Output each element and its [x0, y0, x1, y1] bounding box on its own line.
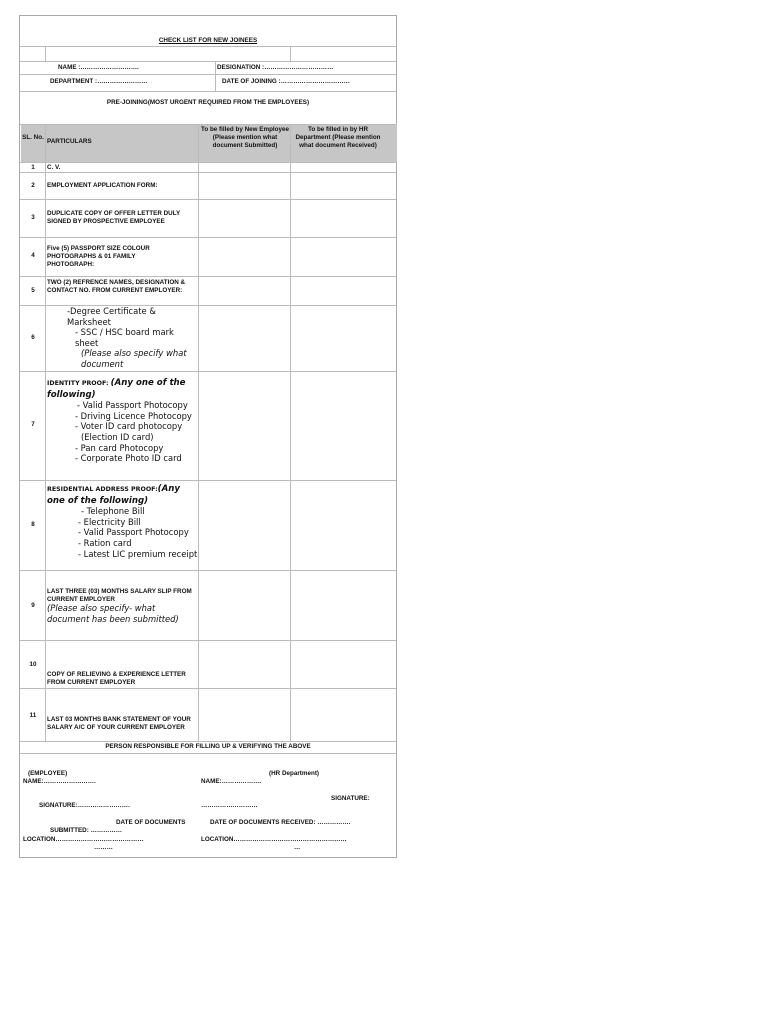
row-7-line-1: - Valid Passport Photocopy: [77, 400, 188, 411]
row-7-particular: [47, 377, 199, 464]
row-7-label: IDENTITY PROOF:: [47, 380, 111, 387]
row-8-line-1: - Telephone Bill: [81, 506, 145, 517]
responsible-title: PERSON RESPONSIBLE FOR FILLING UP & VERIFYING THE ABOVE: [105, 743, 311, 750]
row-6-line-1: -Degree Certificate & Marksheet: [67, 306, 156, 327]
header-hr-department: To be filled in by HR Department (Please mention what document Received): [295, 126, 381, 149]
date-of-joining-field[interactable]: DATE OF JOINING :……………………………: [222, 78, 350, 85]
row-8-label: RESIDENTIAL ADDRESS PROOF:: [47, 486, 158, 493]
section-title: PRE-JOINING(MOST URGENT REQUIRED FROM THE EMPLOYEES): [106, 99, 310, 106]
row-4-number: 4: [31, 252, 35, 259]
row-8-line-2: - Electricity Bill: [78, 516, 141, 527]
row-8-number: 8: [31, 521, 35, 528]
row-5-number: 5: [31, 287, 35, 294]
row-7-label-emphasis: (Any one of the following): [47, 378, 186, 400]
row-1-number: 1: [31, 164, 35, 171]
hr-location-field[interactable]: LOCATION………………………………………………: [201, 836, 347, 843]
row-9-note: (Please also specify- what document has been submitted): [47, 603, 179, 624]
hr-location-field-cont: …: [294, 844, 301, 851]
row-3-particular: DUPLICATE COPY OF OFFER LETTER DULY SIGNED BY PROSPECTIVE EMPLOYEE: [47, 210, 181, 225]
hr-label: (HR Department): [269, 770, 320, 777]
name-field[interactable]: NAME :……………………….: [58, 64, 139, 71]
employee-signature-field[interactable]: SIGNATURE:…………………….: [39, 802, 130, 809]
hr-signature-field[interactable]: ………………………: [201, 802, 258, 809]
header-sl-no: SL. No.: [22, 134, 44, 141]
row-7-line-2: - Driving Licence Photocopy: [75, 410, 192, 421]
row-10-particular: COPY OF RELIEVING & EXPERIENCE LETTER FROM CURRENT EMPLOYER: [47, 671, 186, 686]
row-11-particular: LAST 03 MONTHS BANK STATEMENT OF YOUR SALARY A/C OF YOUR CURRENT EMPLOYER: [47, 716, 191, 731]
hr-signature-label: SIGNATURE:: [331, 795, 370, 802]
row-6-particular: [47, 306, 197, 370]
employee-name-field[interactable]: NAME:…………………….: [23, 778, 96, 785]
row-7-line-4: (Election ID card): [81, 431, 154, 442]
date-received-field[interactable]: DATE OF DOCUMENTS RECEIVED: …………….: [210, 819, 351, 826]
employee-label: (EMPLOYEE): [28, 770, 68, 777]
checklist-sheet: [19, 15, 397, 858]
row-8-label-emphasis: (Any one of the following): [47, 484, 180, 506]
row-10-number: 10: [29, 661, 37, 668]
row-3-number: 3: [31, 214, 35, 221]
employee-location-field[interactable]: LOCATION……………………………………: [23, 836, 144, 843]
row-6-number: 6: [31, 334, 35, 341]
employee-location-field-cont: ………: [94, 844, 113, 851]
row-8-line-4: - Ration card: [78, 537, 132, 548]
row-7-line-3: - Voter ID card photocopy: [75, 421, 183, 432]
row-9-particular: LAST THREE (03) MONTHS SALARY SLIP FROM CURRENT EMPLOYER: [47, 588, 192, 603]
form-title: CHECK LIST FOR NEW JOINEES: [158, 37, 258, 44]
date-submitted-label: DATE OF DOCUMENTS: [116, 819, 186, 826]
row-9-number: 9: [31, 602, 35, 609]
row-8-line-3: - Valid Passport Photocopy: [78, 527, 189, 538]
header-particulars: PARTICULARS: [47, 138, 92, 145]
row-2-number: 2: [31, 182, 35, 189]
header-new-employee: To be filled by New Employee (Please mention what document Submitted): [200, 126, 290, 149]
row-8-particular: [47, 483, 199, 559]
designation-field[interactable]: DESIGNATION :……………………………: [217, 64, 334, 71]
row-2-particular: EMPLOYMENT APPLICATION FORM:: [47, 182, 158, 189]
row-8-line-5: - Latest LIC premium receipt: [78, 548, 198, 559]
row-6-line-2: - SSC / HSC board mark sheet: [75, 327, 174, 348]
date-submitted-field[interactable]: SUBMITTED: ……………: [50, 827, 123, 834]
row-1-particular: C. V.: [47, 164, 61, 171]
row-7-line-6: - Corporate Photo ID card: [75, 453, 182, 464]
hr-name-field[interactable]: NAME:……………….: [201, 778, 262, 785]
row-5-particular: TWO (2) REFRENCE NAMES, DESIGNATION & CONTACT NO. FROM CURRENT EMPLOYER:: [47, 279, 186, 294]
row-4-particular: Five (5) PASSPORT SIZE COLOUR PHOTOGRAPHS & 01 FAMILY PHOTOGRAPH:: [47, 245, 150, 268]
row-7-number: 7: [31, 421, 35, 428]
row-7-line-5: - Pan card Photocopy: [75, 442, 164, 453]
row-11-number: 11: [29, 712, 37, 719]
department-field[interactable]: DEPARTMENT :……………………: [50, 78, 148, 85]
row-6-line-3: (Please also specify what document: [81, 348, 187, 369]
